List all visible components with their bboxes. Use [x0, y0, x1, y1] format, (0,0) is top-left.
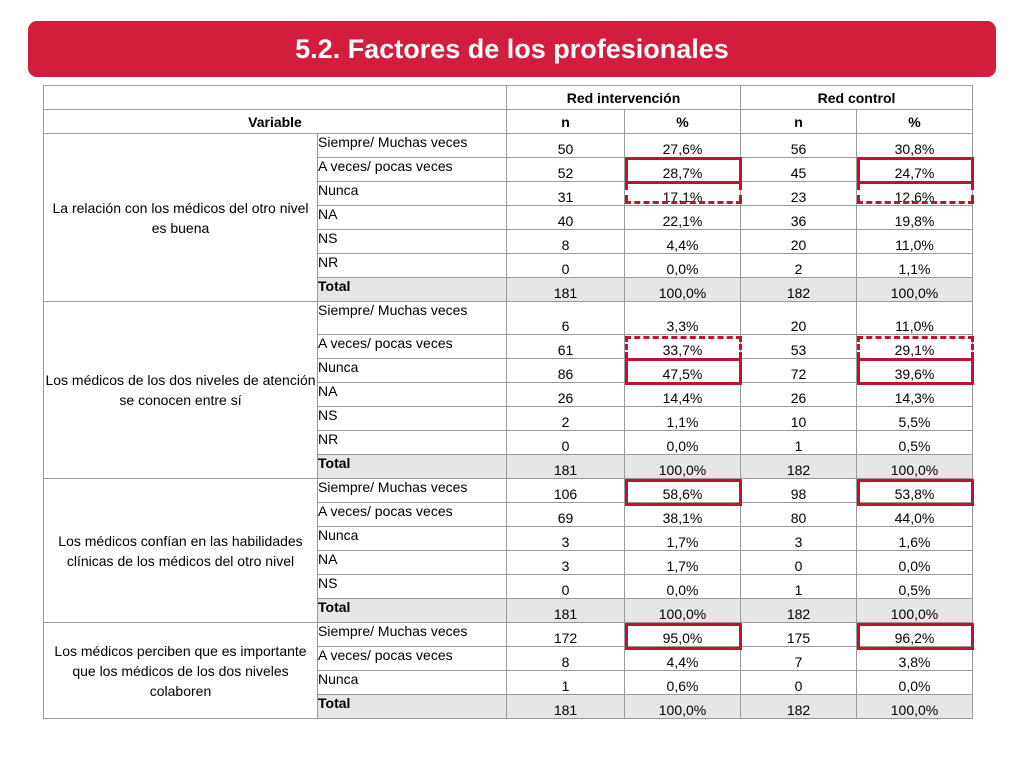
n-control-cell: 3 [741, 527, 857, 551]
n-intervencion-cell: 40 [507, 206, 625, 230]
pct-intervencion-cell: 0,0% [625, 431, 741, 455]
pct-intervencion-cell: 100,0% [625, 278, 741, 302]
pct-control-cell: 100,0% [857, 599, 973, 623]
pct-control-cell: 1,1% [857, 254, 973, 278]
pct-intervencion-cell: 38,1% [625, 503, 741, 527]
category-cell: NA [318, 551, 507, 575]
pct-control-cell: 24,7% [857, 158, 973, 182]
pct-control-cell: 11,0% [857, 302, 973, 335]
n-intervencion-cell: 8 [507, 230, 625, 254]
pct-control-cell: 1,6% [857, 527, 973, 551]
pct-intervencion-cell: 100,0% [625, 599, 741, 623]
n-intervencion-cell: 2 [507, 407, 625, 431]
n-intervencion-cell: 6 [507, 302, 625, 335]
n-control-cell: 7 [741, 647, 857, 671]
category-cell: Total [318, 695, 507, 719]
pct-intervencion-cell: 27,6% [625, 134, 741, 158]
pct-control-cell: 29,1% [857, 335, 973, 359]
n-intervencion-cell: 3 [507, 527, 625, 551]
n-intervencion-cell: 1 [507, 671, 625, 695]
category-cell: NR [318, 431, 507, 455]
pct-control-cell: 19,8% [857, 206, 973, 230]
n-intervencion-cell: 50 [507, 134, 625, 158]
pct-intervencion-cell: 28,7% [625, 158, 741, 182]
n-intervencion-cell: 52 [507, 158, 625, 182]
header-pct-control: % [857, 110, 973, 134]
data-table [43, 85, 973, 719]
pct-control-cell: 53,8% [857, 479, 973, 503]
n-control-cell: 45 [741, 158, 857, 182]
header-row-groups [44, 86, 973, 110]
header-red-intervencion: Red intervención [507, 86, 741, 110]
pct-intervencion-cell: 1,7% [625, 527, 741, 551]
n-intervencion-cell: 0 [507, 431, 625, 455]
pct-intervencion-cell: 14,4% [625, 383, 741, 407]
pct-control-cell: 44,0% [857, 503, 973, 527]
data-table-container [43, 85, 973, 719]
pct-control-cell: 11,0% [857, 230, 973, 254]
table-row [44, 623, 973, 647]
category-cell: Siempre/ Muchas veces [318, 479, 507, 503]
n-control-cell: 182 [741, 599, 857, 623]
title-banner [28, 21, 996, 77]
pct-control-cell: 5,5% [857, 407, 973, 431]
category-cell: NR [318, 254, 507, 278]
n-control-cell: 1 [741, 575, 857, 599]
table-row [44, 479, 973, 503]
n-control-cell: 175 [741, 623, 857, 647]
pct-intervencion-cell: 100,0% [625, 455, 741, 479]
header-variable: Variable [44, 110, 507, 134]
category-cell: A veces/ pocas veces [318, 647, 507, 671]
header-n-intervencion: n [507, 110, 625, 134]
n-control-cell: 72 [741, 359, 857, 383]
pct-intervencion-cell: 4,4% [625, 230, 741, 254]
pct-control-cell: 3,8% [857, 647, 973, 671]
pct-intervencion-cell: 100,0% [625, 695, 741, 719]
pct-intervencion-cell: 95,0% [625, 623, 741, 647]
n-intervencion-cell: 181 [507, 278, 625, 302]
pct-control-cell: 30,8% [857, 134, 973, 158]
pct-control-cell: 12,6% [857, 182, 973, 206]
n-intervencion-cell: 61 [507, 335, 625, 359]
table-row [44, 302, 973, 335]
pct-control-cell: 0,0% [857, 551, 973, 575]
category-cell: A veces/ pocas veces [318, 158, 507, 182]
pct-control-cell: 100,0% [857, 695, 973, 719]
n-intervencion-cell: 181 [507, 695, 625, 719]
header-pct-intervencion: % [625, 110, 741, 134]
n-control-cell: 1 [741, 431, 857, 455]
pct-intervencion-cell: 47,5% [625, 359, 741, 383]
pct-control-cell: 0,5% [857, 575, 973, 599]
category-cell: Total [318, 278, 507, 302]
header-red-control: Red control [741, 86, 973, 110]
category-cell: Siempre/ Muchas veces [318, 134, 507, 158]
header-row-sub [44, 110, 973, 134]
pct-control-cell: 0,0% [857, 671, 973, 695]
n-intervencion-cell: 69 [507, 503, 625, 527]
pct-control-cell: 96,2% [857, 623, 973, 647]
variable-label: Los médicos confían en las habilidades clínicas de los médicos del otro nivel [44, 479, 318, 623]
pct-intervencion-cell: 0,0% [625, 254, 741, 278]
page-title: 5.2. Factores de los profesionales [295, 33, 729, 64]
n-control-cell: 80 [741, 503, 857, 527]
n-control-cell: 0 [741, 551, 857, 575]
pct-intervencion-cell: 0,0% [625, 575, 741, 599]
pct-control-cell: 0,5% [857, 431, 973, 455]
n-control-cell: 182 [741, 455, 857, 479]
pct-intervencion-cell: 33,7% [625, 335, 741, 359]
n-control-cell: 0 [741, 671, 857, 695]
category-cell: A veces/ pocas veces [318, 335, 507, 359]
n-intervencion-cell: 26 [507, 383, 625, 407]
n-intervencion-cell: 0 [507, 254, 625, 278]
pct-control-cell: 14,3% [857, 383, 973, 407]
pct-control-cell: 100,0% [857, 455, 973, 479]
n-intervencion-cell: 0 [507, 575, 625, 599]
variable-label: Los médicos perciben que es importante que los médicos de los dos niveles colaboren [44, 623, 318, 719]
pct-intervencion-cell: 0,6% [625, 671, 741, 695]
n-intervencion-cell: 31 [507, 182, 625, 206]
n-intervencion-cell: 181 [507, 455, 625, 479]
category-cell: Total [318, 599, 507, 623]
n-control-cell: 56 [741, 134, 857, 158]
n-control-cell: 10 [741, 407, 857, 431]
n-intervencion-cell: 181 [507, 599, 625, 623]
category-cell: Nunca [318, 527, 507, 551]
category-cell: Siempre/ Muchas veces [318, 302, 507, 335]
n-control-cell: 20 [741, 230, 857, 254]
pct-intervencion-cell: 3,3% [625, 302, 741, 335]
category-cell: NA [318, 206, 507, 230]
category-cell: NA [318, 383, 507, 407]
variable-label: Los médicos de los dos niveles de atención se conocen entre sí [44, 302, 318, 479]
category-cell: Nunca [318, 359, 507, 383]
category-cell: Siempre/ Muchas veces [318, 623, 507, 647]
pct-intervencion-cell: 1,7% [625, 551, 741, 575]
category-cell: NS [318, 407, 507, 431]
pct-intervencion-cell: 22,1% [625, 206, 741, 230]
n-control-cell: 26 [741, 383, 857, 407]
pct-control-cell: 39,6% [857, 359, 973, 383]
n-control-cell: 182 [741, 278, 857, 302]
category-cell: NS [318, 575, 507, 599]
n-control-cell: 53 [741, 335, 857, 359]
table-body [44, 134, 973, 719]
category-cell: A veces/ pocas veces [318, 503, 507, 527]
pct-intervencion-cell: 1,1% [625, 407, 741, 431]
category-cell: NS [318, 230, 507, 254]
n-control-cell: 182 [741, 695, 857, 719]
pct-intervencion-cell: 4,4% [625, 647, 741, 671]
n-intervencion-cell: 3 [507, 551, 625, 575]
n-intervencion-cell: 172 [507, 623, 625, 647]
header-blank [44, 86, 507, 110]
pct-intervencion-cell: 17,1% [625, 182, 741, 206]
header-n-control: n [741, 110, 857, 134]
n-control-cell: 36 [741, 206, 857, 230]
category-cell: Nunca [318, 671, 507, 695]
n-intervencion-cell: 86 [507, 359, 625, 383]
n-control-cell: 98 [741, 479, 857, 503]
n-control-cell: 2 [741, 254, 857, 278]
n-control-cell: 23 [741, 182, 857, 206]
n-intervencion-cell: 106 [507, 479, 625, 503]
pct-intervencion-cell: 58,6% [625, 479, 741, 503]
n-intervencion-cell: 8 [507, 647, 625, 671]
pct-control-cell: 100,0% [857, 278, 973, 302]
table-row [44, 134, 973, 158]
n-control-cell: 20 [741, 302, 857, 335]
variable-label: La relación con los médicos del otro nivel es buena [44, 134, 318, 302]
category-cell: Total [318, 455, 507, 479]
category-cell: Nunca [318, 182, 507, 206]
